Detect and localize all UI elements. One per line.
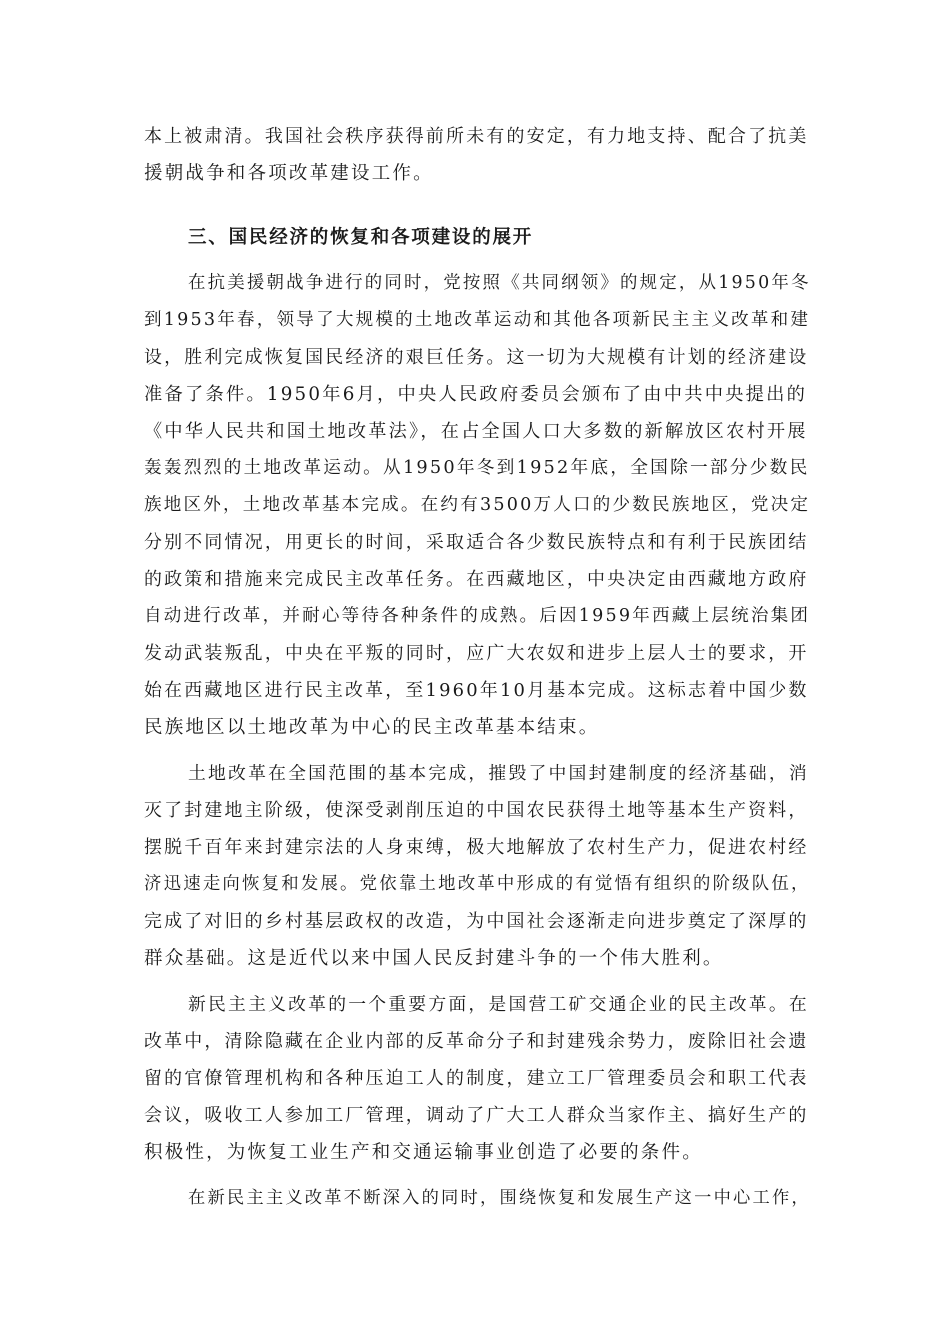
- text-line: 准备了条件。1950年6月，中央人民政府委员会颁布了由中共中央提出的: [144, 384, 808, 405]
- section-heading: 三、国民经济的恢复和各项建设的展开: [188, 227, 534, 248]
- text-line: 始在西藏地区进行民主改革，至1960年10月基本完成。这标志着中国少数: [144, 680, 809, 701]
- paragraph: [144, 1180, 810, 1217]
- document-page: [144, 112, 810, 1217]
- paragraph-continued: [144, 118, 810, 192]
- text-line: 在抗美援朝战争进行的同时，党按照《共同纲领》的规定，从1950年冬: [188, 273, 811, 293]
- paragraph: [144, 265, 810, 746]
- text-line: 分别不同情况，用更长的时间，采取适合各少数民族特点和有利于民族团结: [144, 532, 809, 553]
- paragraph: [144, 986, 810, 1171]
- text-line: 留的官僚管理机构和各种压迫工人的制度，建立工厂管理委员会和职工代表: [144, 1068, 809, 1089]
- text-line: 轰轰烈烈的土地改革运动。从1950年冬到1952年底，全国除一部分少数民: [144, 458, 810, 478]
- paragraph: [144, 755, 810, 977]
- text-line: 《中华人民共和国土地改革法》，在占全国人口大多数的新解放区农村开展: [144, 421, 808, 442]
- text-line: 土地改革在全国范围的基本完成，摧毁了中国封建制度的经济基础，消: [188, 763, 809, 784]
- text-line: 群众基础。这是近代以来中国人民反封建斗争的一个伟大胜利。: [144, 948, 724, 969]
- text-line: 积极性，为恢复工业生产和交通运输事业创造了必要的条件。: [144, 1142, 703, 1163]
- text-line: 发动武装叛乱，中央在平叛的同时，应广大农奴和进步上层人士的要求，开: [144, 643, 809, 664]
- text-line: 族地区外，土地改革基本完成。在约有3500万人口的少数民族地区，党决定: [144, 495, 811, 515]
- text-line: 摆脱千百年来封建宗法的人身束缚，极大地解放了农村生产力，促进农村经: [144, 837, 809, 858]
- text-line: 灭了封建地主阶级，使深受剥削压迫的中国农民获得土地等基本生产资料，: [144, 800, 809, 821]
- text-line: 到1953年春，领导了大规模的土地改革运动和其他各项新民主主义改革和建: [144, 310, 811, 330]
- text-line: 的政策和措施来完成民主改革任务。在西藏地区，中央决定由西藏地方政府: [144, 569, 809, 590]
- text-line: 设，胜利完成恢复国民经济的艰巨任务。这一切为大规模有计划的经济建设: [144, 347, 809, 368]
- text-line: 新民主主义改革的一个重要方面，是国营工矿交通企业的民主改革。在: [188, 994, 809, 1015]
- text-line: 在新民主主义改革不断深入的同时，围绕恢复和发展生产这一中心工作，: [188, 1188, 811, 1208]
- text-line: 自动进行改革，并耐心等待各种条件的成熟。后因1959年西藏上层统治集团: [144, 606, 811, 626]
- text-line: 本上被肃清。我国社会秩序获得前所未有的安定，有力地支持、配合了抗美: [144, 126, 809, 147]
- text-line: 援朝战争和各项改革建设工作。: [144, 163, 434, 184]
- text-line: 济迅速走向恢复和发展。党依靠土地改革中形成的有觉悟有组织的阶级队伍，: [144, 874, 811, 894]
- text-line: 民族地区以土地改革为中心的民主改革基本结束。: [144, 717, 600, 738]
- text-line: 会议，吸收工人参加工厂管理，调动了广大工人群众当家作主、搞好生产的: [144, 1105, 809, 1126]
- text-line: 完成了对旧的乡村基层政权的改造，为中国社会逐渐走向进步奠定了深厚的: [144, 911, 809, 932]
- text-line: 改革中，清除隐藏在企业内部的反革命分子和封建残余势力，废除旧社会遗: [144, 1031, 809, 1052]
